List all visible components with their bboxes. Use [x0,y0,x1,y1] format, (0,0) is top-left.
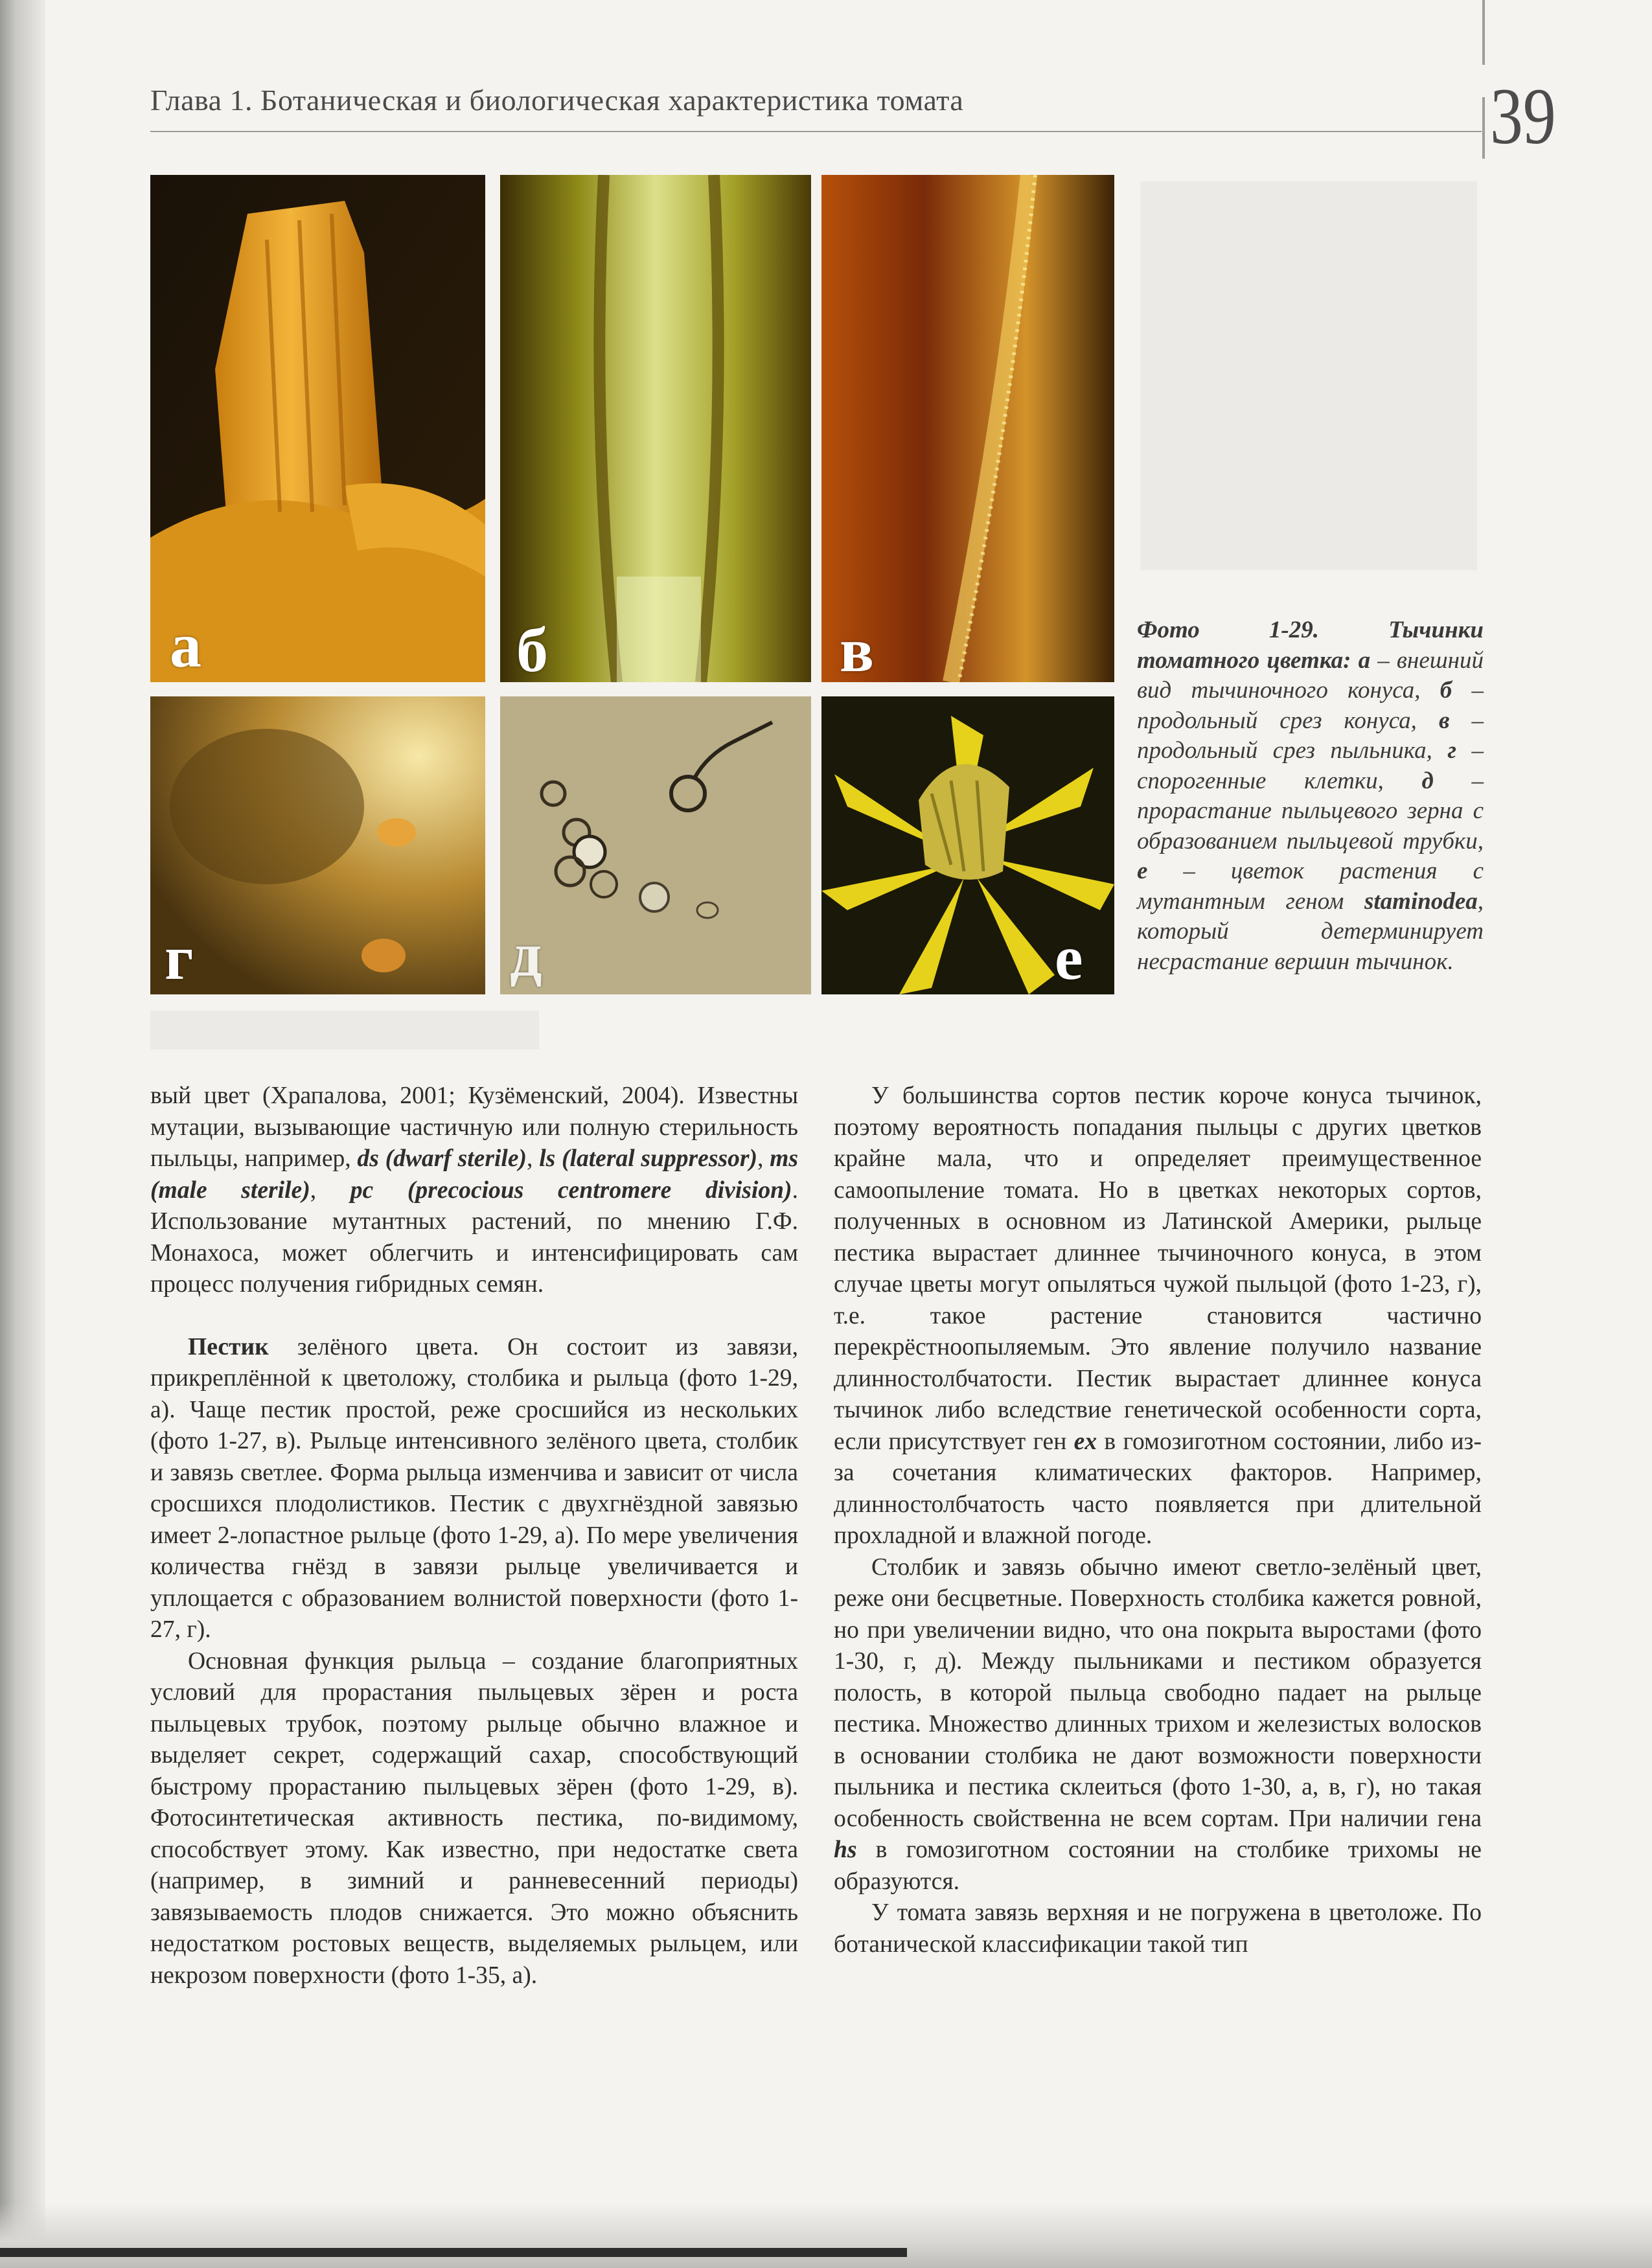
photo-a-stamen-cone [150,175,485,682]
caption-text: – внешний вид тычиночного конуса, [1137,647,1484,704]
photo-label: в [840,615,874,682]
paragraph: Основная функция рыльца – создание благоприятных условий для прорастания пыльцевых зёрен и роста пыльцевых трубок, поэтому рыльце обычно влажное и выделяет секрет, содержащий сахар, способствующий быстрому прорастанию пыльцевых зёрен (фото 1-29, в). Фотосинтетическая активность пестика, по-видимому, способствует этому. Как известно, при недостатке света (например, в зимний и ранневесенний периоды) завязываемость плодов снижается. Это можно объяснить недостатком ростовых веществ, выделяемых рыльцем, или некрозом поверхности (фото 1-35, а). [150,1647,798,1989]
gene-name: ds (dwarf sterile) [357,1145,527,1172]
caption-text: – прорастание пыльцевого зерна с образованием пыльцевой трубки, [1137,767,1484,854]
photo-d-pollen-germination [500,696,811,994]
paragraph-text: Столбик и завязь обычно имеют светло-зелёный цвет, реже они бесцветные. Поверхность столбика кажется ровной, но при увеличении видно, что она покрыта выростами (фото 1-30, г, д). Между пыльниками и пестиком образуется полость, в которой пыльца свободно падает на рыльце пестика. Множество длинных трихом и железистых волосков в основании столбика не дают возможности поверхности пыльника и пестика склеиться (фото 1-30, а, в, г), но такая особенность свойственна не всем сортам. При наличии гена [834,1553,1482,1832]
term-lead: Пестик [188,1333,269,1360]
scan-edge-bar [0,2248,907,2257]
caption-key: б [1440,677,1452,704]
photo-caption [1137,615,1484,977]
caption-text: – продольный срез пыльника, [1137,707,1484,764]
caption-key: в [1438,707,1450,734]
paragraph-text: У большинства сортов пестик короче конуса тычинок, поэтому вероятность попадания пыльцы с других цветков крайне мала, что и определяет преимущественное самоопыление томата. Но в цветках некоторых сортов, полученных в основном из Латинской Америки, рыльце пестика вырастает длиннее тычиночного конуса, в этом случае цветы могут опыляться чужой пыльцой (фото 1-23, г), т.е. такое растение становится частично перекрёстноопыляемым. Это явление получило название длинностолбчатости. Пестик вырастает длиннее конуса тычинок либо вследствие генетической особенности сорта, если присутствует ген [834,1082,1482,1455]
gene-name: ex [1073,1428,1097,1455]
page-bottom-shadow [0,2203,1652,2268]
text-column-right [834,1081,1482,1960]
paragraph-text: в гомозиготном состоянии, либо из-за сочетания климатических факторов. Например, длинностолбчатость часто появляется при длительной прохладной и влажной погоде. [834,1428,1482,1549]
separator: , [527,1145,540,1172]
page-number-rule [1482,97,1485,159]
paragraph [150,1332,798,1646]
paragraph-text: . Использование мутантных растений, по мнению Г.Ф. Монахоса, может облегчить и интенсифицировать сам процесс получения гибридных семян. [150,1176,798,1298]
caption-key: е [1137,858,1148,884]
page-number: 39 [1490,72,1556,161]
photo-b-cone-section [500,175,811,682]
caption-text: – спорогенные клетки, [1137,737,1484,794]
caption-key: д [1421,767,1434,794]
caption-text: – цветок растения с мутантным геном [1137,858,1484,915]
photo-label: д [510,920,542,990]
separator: , [310,1176,350,1204]
photo-label: е [1055,923,1083,993]
gene-name: ls (lateral suppressor) [539,1145,758,1172]
photo-e-staminodea-flower [821,696,1114,994]
paragraph [834,1552,1482,1898]
caption-text: – продольный срез конуса, [1137,677,1484,734]
separator: , [757,1145,770,1172]
text-column-left [150,1081,798,1991]
bleed-through-block [1140,181,1477,570]
paragraph [834,1081,1482,1552]
paragraph: У томата завязь верхняя и не погружена в цветоложе. По ботанической классификации такой тип [834,1899,1482,1958]
caption-key: г [1447,737,1457,764]
photo-label: г [165,923,194,993]
photo-label: а [170,611,201,681]
caption-gene: staminodea [1364,888,1478,915]
page-edge-line [1482,0,1485,65]
running-head: Глава 1. Ботаническая и биологическая характеристика томата [150,84,964,117]
photo-v-anther-section [821,175,1114,682]
photo-g-sporogenous-cells [150,696,485,994]
gene-name: pc (precocious centromere division) [350,1176,792,1204]
paragraph-text: в гомозиготном состоянии на столбике трихомы не образуются. [834,1837,1482,1895]
paragraph-text: зелёного цвета. Он состоит из завязи, прикреплённой к цветоложу, столбика и рыльца (фото 1-29, а). Чаще пестик простой, реже сросшийся из нескольких (фото 1-27, в). Рыльце интенсивного зелёного цвета, столбик и завязь светлее. Форма рыльца изменчива и зависит от числа сросшихся плодолистиков. Пестик с двухгнёздной завязью имеет 2-лопастное рыльце (фото 1-29, а). По мере увеличения количества гнёзд в завязи рыльце увеличивается и уплощается с образованием волнистой поверхности (фото 1-27, г). [150,1333,798,1643]
paragraph-text: вый цвет (Храпалова, 2001; Кузёменский, 2004). Известны мутации, вызывающие частичную или полную стерильность пыльцы, например, [150,1082,798,1172]
bleed-through-block [150,1011,539,1049]
photo-label: б [516,615,548,682]
caption-text: , который детерминирует несрастание вершин тычинок. [1137,888,1484,975]
gene-name: hs [834,1837,857,1863]
gene-name: ms (male sterile) [150,1145,799,1204]
caption-title: Фото 1-29. Тычинки томатного цветка: [1137,617,1484,674]
header-rule [150,131,1482,132]
paragraph [150,1081,798,1301]
caption-key: а [1358,647,1371,674]
page-gutter-shadow [0,0,45,2268]
